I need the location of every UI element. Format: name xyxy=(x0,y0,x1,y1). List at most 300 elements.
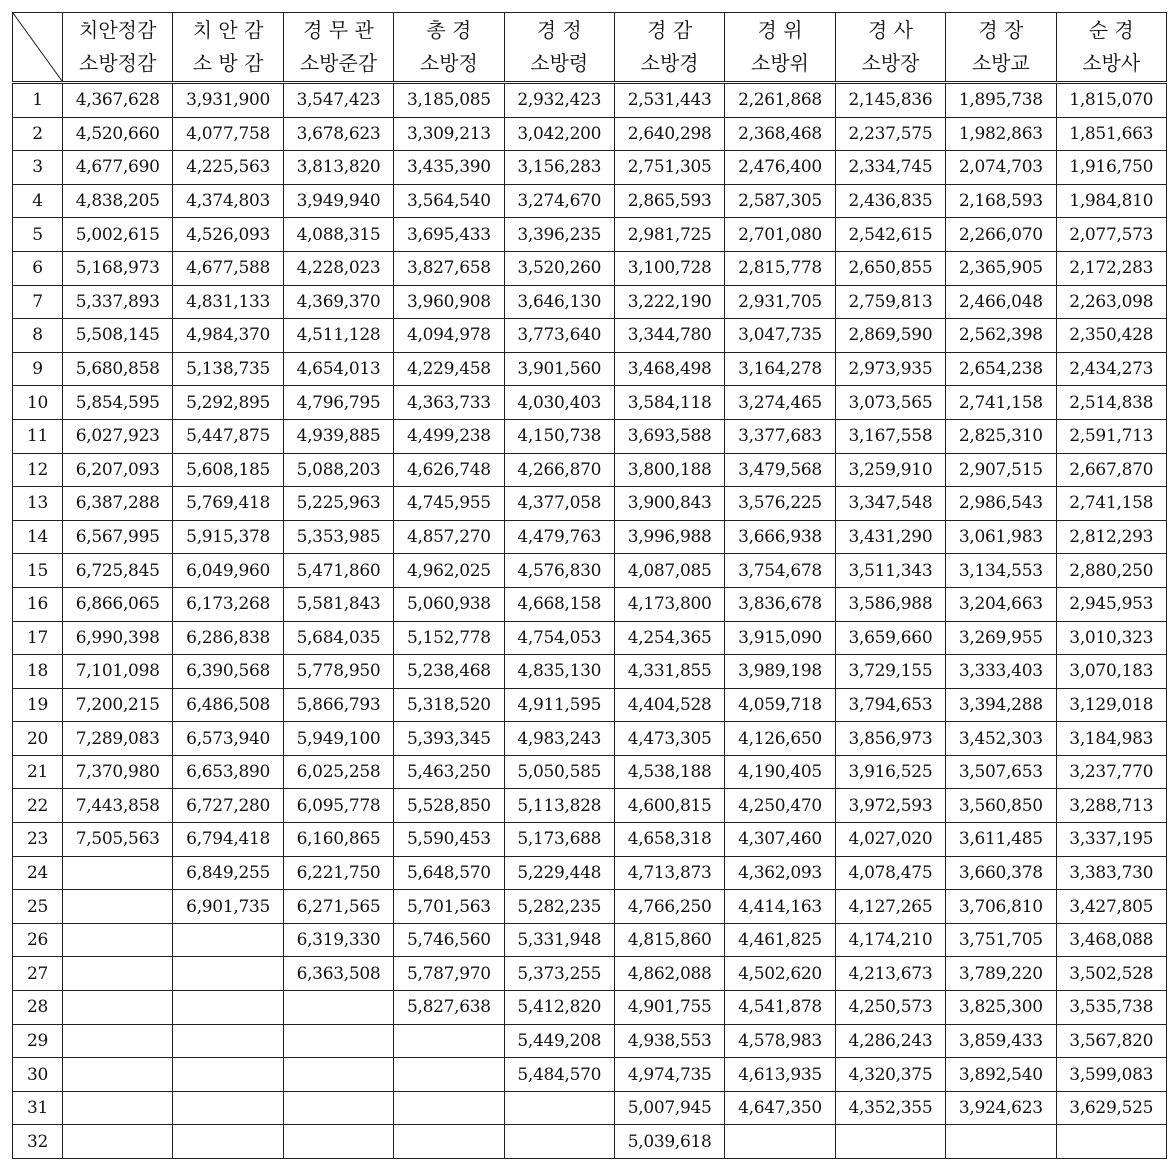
salary-cell: 5,471,860 xyxy=(283,554,393,588)
salary-cell: 4,541,878 xyxy=(725,991,835,1025)
table-row xyxy=(13,856,1167,890)
salary-cell: 3,435,390 xyxy=(394,151,504,185)
salary-cell: 5,680,858 xyxy=(63,352,173,386)
salary-cell: 6,286,838 xyxy=(173,621,283,655)
salary-cell: 4,831,133 xyxy=(173,285,283,319)
salary-cell: 3,996,988 xyxy=(614,520,724,554)
step-cell: 28 xyxy=(13,991,63,1025)
salary-cell: 3,269,955 xyxy=(946,621,1056,655)
salary-cell: 2,368,468 xyxy=(725,117,835,151)
salary-cell: 2,172,283 xyxy=(1056,251,1166,285)
salary-cell xyxy=(835,1125,945,1159)
salary-cell: 4,613,935 xyxy=(725,1058,835,1092)
grade-title-police: 순 경 xyxy=(1088,18,1134,42)
salary-cell: 3,427,805 xyxy=(1056,890,1166,924)
salary-cell xyxy=(63,1125,173,1159)
salary-cell: 5,608,185 xyxy=(173,453,283,487)
grade-title-fire: 소방장 xyxy=(861,51,920,75)
salary-cell: 3,960,908 xyxy=(394,285,504,319)
salary-cell: 4,369,370 xyxy=(283,285,393,319)
salary-cell: 2,701,080 xyxy=(725,218,835,252)
salary-cell: 4,250,573 xyxy=(835,991,945,1025)
salary-cell: 3,156,283 xyxy=(504,151,614,185)
step-cell: 27 xyxy=(13,957,63,991)
grade-header xyxy=(283,13,393,83)
grade-title-fire: 소방교 xyxy=(971,51,1030,75)
salary-cell: 5,463,250 xyxy=(394,755,504,789)
table-row xyxy=(13,1091,1167,1125)
salary-cell: 3,383,730 xyxy=(1056,856,1166,890)
header-row xyxy=(13,13,1167,83)
salary-cell: 3,706,810 xyxy=(946,890,1056,924)
salary-cell: 3,274,670 xyxy=(504,184,614,218)
salary-cell: 2,825,310 xyxy=(946,419,1056,453)
salary-cell: 5,484,570 xyxy=(504,1058,614,1092)
salary-cell: 6,390,568 xyxy=(173,655,283,689)
step-cell: 32 xyxy=(13,1125,63,1159)
salary-cell: 2,514,838 xyxy=(1056,386,1166,420)
salary-cell: 3,856,973 xyxy=(835,722,945,756)
grade-title-fire: 소방정감 xyxy=(79,51,157,75)
salary-cell: 4,027,020 xyxy=(835,823,945,857)
salary-cell: 3,813,820 xyxy=(283,151,393,185)
table-row xyxy=(13,823,1167,857)
salary-cell: 5,528,850 xyxy=(394,789,504,823)
step-cell: 10 xyxy=(13,386,63,420)
grade-header xyxy=(946,13,1056,83)
salary-cell: 4,174,210 xyxy=(835,923,945,957)
salary-cell: 4,538,188 xyxy=(614,755,724,789)
salary-cell: 5,447,875 xyxy=(173,419,283,453)
salary-cell: 3,836,678 xyxy=(725,587,835,621)
salary-cell: 4,250,470 xyxy=(725,789,835,823)
salary-cell xyxy=(725,1125,835,1159)
grade-title-police: 경 무 관 xyxy=(303,18,374,42)
salary-cell: 2,932,423 xyxy=(504,83,614,118)
salary-cell: 3,047,735 xyxy=(725,319,835,353)
salary-cell: 4,254,365 xyxy=(614,621,724,655)
salary-cell: 3,567,820 xyxy=(1056,1024,1166,1058)
salary-cell: 4,962,025 xyxy=(394,554,504,588)
salary-cell: 2,591,713 xyxy=(1056,419,1166,453)
table-row xyxy=(13,890,1167,924)
salary-cell: 5,229,448 xyxy=(504,856,614,890)
salary-cell: 7,289,083 xyxy=(63,722,173,756)
salary-cell: 3,754,678 xyxy=(725,554,835,588)
salary-cell: 2,587,305 xyxy=(725,184,835,218)
salary-cell: 1,984,810 xyxy=(1056,184,1166,218)
salary-cell: 2,077,573 xyxy=(1056,218,1166,252)
salary-cell xyxy=(63,1091,173,1125)
salary-cell xyxy=(173,1024,283,1058)
salary-cell: 3,794,653 xyxy=(835,688,945,722)
salary-cell: 4,094,978 xyxy=(394,319,504,353)
salary-cell: 4,658,318 xyxy=(614,823,724,857)
salary-cell: 1,895,738 xyxy=(946,83,1056,118)
salary-cell: 5,060,938 xyxy=(394,587,504,621)
salary-cell: 3,901,560 xyxy=(504,352,614,386)
salary-cell: 3,789,220 xyxy=(946,957,1056,991)
step-cell: 20 xyxy=(13,722,63,756)
salary-cell: 4,088,315 xyxy=(283,218,393,252)
salary-cell: 5,508,145 xyxy=(63,319,173,353)
salary-cell: 4,363,733 xyxy=(394,386,504,420)
salary-cell xyxy=(173,1058,283,1092)
grade-title-fire: 소방위 xyxy=(751,51,810,75)
step-cell: 29 xyxy=(13,1024,63,1058)
salary-cell: 5,769,418 xyxy=(173,487,283,521)
salary-cell: 4,126,650 xyxy=(725,722,835,756)
salary-cell: 3,396,235 xyxy=(504,218,614,252)
salary-cell: 6,653,890 xyxy=(173,755,283,789)
salary-cell: 4,377,058 xyxy=(504,487,614,521)
salary-cell: 6,363,508 xyxy=(283,957,393,991)
salary-cell: 6,173,268 xyxy=(173,587,283,621)
table-row xyxy=(13,117,1167,151)
salary-cell: 3,479,568 xyxy=(725,453,835,487)
table-row xyxy=(13,957,1167,991)
salary-cell: 3,693,588 xyxy=(614,419,724,453)
salary-cell: 2,263,098 xyxy=(1056,285,1166,319)
salary-cell: 4,173,800 xyxy=(614,587,724,621)
table-row xyxy=(13,419,1167,453)
salary-cell: 3,576,225 xyxy=(725,487,835,521)
salary-cell: 5,002,615 xyxy=(63,218,173,252)
salary-cell: 4,228,023 xyxy=(283,251,393,285)
salary-cell xyxy=(63,856,173,890)
salary-cell: 4,414,163 xyxy=(725,890,835,924)
salary-cell xyxy=(63,923,173,957)
salary-cell: 3,827,658 xyxy=(394,251,504,285)
salary-cell: 4,983,243 xyxy=(504,722,614,756)
salary-cell: 4,479,763 xyxy=(504,520,614,554)
salary-cell: 2,237,575 xyxy=(835,117,945,151)
table-row xyxy=(13,151,1167,185)
salary-cell: 4,266,870 xyxy=(504,453,614,487)
salary-cell: 4,190,405 xyxy=(725,755,835,789)
salary-cell: 4,754,053 xyxy=(504,621,614,655)
salary-cell: 4,576,830 xyxy=(504,554,614,588)
salary-cell: 2,266,070 xyxy=(946,218,1056,252)
salary-cell: 4,713,873 xyxy=(614,856,724,890)
salary-cell: 3,468,088 xyxy=(1056,923,1166,957)
table-header xyxy=(13,13,1167,83)
salary-cell: 5,854,595 xyxy=(63,386,173,420)
table-body xyxy=(13,83,1167,1159)
salary-cell: 6,725,845 xyxy=(63,554,173,588)
salary-cell: 5,007,945 xyxy=(614,1091,724,1125)
salary-cell: 1,982,863 xyxy=(946,117,1056,151)
salary-cell: 5,225,963 xyxy=(283,487,393,521)
salary-cell: 3,659,660 xyxy=(835,621,945,655)
salary-cell: 2,145,836 xyxy=(835,83,945,118)
salary-cell: 3,010,323 xyxy=(1056,621,1166,655)
table-row xyxy=(13,789,1167,823)
salary-cell xyxy=(173,957,283,991)
grade-title-fire: 소 방 감 xyxy=(192,51,264,75)
salary-cell: 2,667,870 xyxy=(1056,453,1166,487)
salary-cell: 4,502,620 xyxy=(725,957,835,991)
salary-cell: 2,907,515 xyxy=(946,453,1056,487)
salary-cell: 4,511,128 xyxy=(283,319,393,353)
table-row xyxy=(13,386,1167,420)
salary-cell: 7,443,858 xyxy=(63,789,173,823)
salary-cell: 6,207,093 xyxy=(63,453,173,487)
table-row xyxy=(13,755,1167,789)
salary-cell: 3,915,090 xyxy=(725,621,835,655)
salary-cell: 4,286,243 xyxy=(835,1024,945,1058)
grade-title-fire: 소방준감 xyxy=(299,51,378,75)
salary-cell: 3,070,183 xyxy=(1056,655,1166,689)
table-row xyxy=(13,83,1167,118)
table-row xyxy=(13,923,1167,957)
salary-cell: 3,892,540 xyxy=(946,1058,1056,1092)
salary-cell: 4,320,375 xyxy=(835,1058,945,1092)
salary-cell: 5,373,255 xyxy=(504,957,614,991)
salary-cell: 4,526,093 xyxy=(173,218,283,252)
salary-cell: 5,684,035 xyxy=(283,621,393,655)
salary-cell: 3,309,213 xyxy=(394,117,504,151)
salary-cell: 4,626,748 xyxy=(394,453,504,487)
salary-cell: 4,473,305 xyxy=(614,722,724,756)
grade-header xyxy=(835,13,945,83)
salary-cell: 5,331,948 xyxy=(504,923,614,957)
salary-cell: 4,059,718 xyxy=(725,688,835,722)
salary-cell: 7,505,563 xyxy=(63,823,173,857)
diagonal-line xyxy=(13,13,62,81)
step-cell: 6 xyxy=(13,251,63,285)
step-cell: 7 xyxy=(13,285,63,319)
grade-header xyxy=(1056,13,1166,83)
salary-cell: 3,073,565 xyxy=(835,386,945,420)
salary-cell: 5,648,570 xyxy=(394,856,504,890)
salary-cell: 4,520,660 xyxy=(63,117,173,151)
salary-cell: 5,039,618 xyxy=(614,1125,724,1159)
grade-title-fire: 소방사 xyxy=(1082,51,1141,75)
salary-cell: 4,367,628 xyxy=(63,83,173,118)
salary-cell: 2,981,725 xyxy=(614,218,724,252)
salary-cell: 1,851,663 xyxy=(1056,117,1166,151)
salary-cell: 3,222,190 xyxy=(614,285,724,319)
salary-cell: 3,204,663 xyxy=(946,587,1056,621)
step-cell: 19 xyxy=(13,688,63,722)
salary-cell: 3,729,155 xyxy=(835,655,945,689)
salary-cell: 3,134,553 xyxy=(946,554,1056,588)
salary-cell: 5,292,895 xyxy=(173,386,283,420)
salary-cell xyxy=(173,991,283,1025)
salary-cell: 2,973,935 xyxy=(835,352,945,386)
grade-title-fire: 소방정 xyxy=(419,51,478,75)
salary-cell: 5,949,100 xyxy=(283,722,393,756)
salary-cell: 4,225,563 xyxy=(173,151,283,185)
salary-cell: 3,394,288 xyxy=(946,688,1056,722)
salary-cell: 4,030,403 xyxy=(504,386,614,420)
salary-cell: 6,049,960 xyxy=(173,554,283,588)
salary-cell: 3,535,738 xyxy=(1056,991,1166,1025)
salary-cell: 5,173,688 xyxy=(504,823,614,857)
step-cell: 14 xyxy=(13,520,63,554)
salary-cell: 2,986,543 xyxy=(946,487,1056,521)
salary-cell: 2,741,158 xyxy=(946,386,1056,420)
salary-cell: 4,150,738 xyxy=(504,419,614,453)
salary-cell: 3,800,188 xyxy=(614,453,724,487)
salary-cell: 3,185,085 xyxy=(394,83,504,118)
salary-cell: 2,741,158 xyxy=(1056,487,1166,521)
salary-cell: 3,859,433 xyxy=(946,1024,1056,1058)
table-row xyxy=(13,1058,1167,1092)
salary-cell xyxy=(946,1125,1056,1159)
salary-cell: 3,547,423 xyxy=(283,83,393,118)
salary-cell: 3,751,705 xyxy=(946,923,1056,957)
step-cell: 5 xyxy=(13,218,63,252)
salary-cell: 3,344,780 xyxy=(614,319,724,353)
salary-cell: 2,350,428 xyxy=(1056,319,1166,353)
salary-cell: 6,387,288 xyxy=(63,487,173,521)
salary-cell: 2,931,705 xyxy=(725,285,835,319)
salary-cell: 3,586,988 xyxy=(835,587,945,621)
salary-cell: 4,127,265 xyxy=(835,890,945,924)
salary-cell xyxy=(394,1125,504,1159)
salary-cell xyxy=(504,1091,614,1125)
salary-cell: 3,184,983 xyxy=(1056,722,1166,756)
salary-cell: 3,584,118 xyxy=(614,386,724,420)
salary-cell: 4,677,588 xyxy=(173,251,283,285)
grade-title-police: 경 정 xyxy=(536,18,582,42)
table-row xyxy=(13,184,1167,218)
salary-cell: 6,271,565 xyxy=(283,890,393,924)
grade-title-fire: 소방경 xyxy=(640,51,699,75)
salary-cell: 2,865,593 xyxy=(614,184,724,218)
salary-cell: 5,138,735 xyxy=(173,352,283,386)
step-cell: 4 xyxy=(13,184,63,218)
salary-cell xyxy=(283,1125,393,1159)
salary-cell: 3,773,640 xyxy=(504,319,614,353)
salary-cell: 4,677,690 xyxy=(63,151,173,185)
table-row xyxy=(13,722,1167,756)
salary-cell xyxy=(394,1091,504,1125)
salary-cell: 6,025,258 xyxy=(283,755,393,789)
salary-cell: 4,745,955 xyxy=(394,487,504,521)
salary-cell: 3,468,498 xyxy=(614,352,724,386)
salary-cell: 6,160,865 xyxy=(283,823,393,857)
salary-cell: 4,499,238 xyxy=(394,419,504,453)
salary-cell xyxy=(173,1091,283,1125)
step-cell: 22 xyxy=(13,789,63,823)
salary-cell: 4,404,528 xyxy=(614,688,724,722)
salary-cell: 3,678,623 xyxy=(283,117,393,151)
salary-cell: 3,564,540 xyxy=(394,184,504,218)
salary-cell: 6,573,940 xyxy=(173,722,283,756)
salary-cell: 2,812,293 xyxy=(1056,520,1166,554)
grade-title-police: 경 위 xyxy=(757,18,803,42)
table-row xyxy=(13,352,1167,386)
salary-cell: 3,333,403 xyxy=(946,655,1056,689)
salary-cell: 4,857,270 xyxy=(394,520,504,554)
salary-cell: 1,815,070 xyxy=(1056,83,1166,118)
salary-cell: 3,646,130 xyxy=(504,285,614,319)
salary-cell xyxy=(283,1058,393,1092)
salary-cell: 2,261,868 xyxy=(725,83,835,118)
salary-cell: 2,650,855 xyxy=(835,251,945,285)
salary-cell: 3,611,485 xyxy=(946,823,1056,857)
salary-cell: 4,815,860 xyxy=(614,923,724,957)
salary-cell: 3,900,843 xyxy=(614,487,724,521)
step-cell: 2 xyxy=(13,117,63,151)
salary-cell: 3,337,195 xyxy=(1056,823,1166,857)
salary-cell: 3,825,300 xyxy=(946,991,1056,1025)
salary-cell: 6,866,065 xyxy=(63,587,173,621)
salary-cell: 5,701,563 xyxy=(394,890,504,924)
step-cell: 31 xyxy=(13,1091,63,1125)
salary-cell: 3,377,683 xyxy=(725,419,835,453)
table-row xyxy=(13,621,1167,655)
salary-cell: 3,237,770 xyxy=(1056,755,1166,789)
salary-cell: 3,520,260 xyxy=(504,251,614,285)
salary-cell: 6,567,995 xyxy=(63,520,173,554)
salary-cell: 3,288,713 xyxy=(1056,789,1166,823)
salary-cell: 3,629,525 xyxy=(1056,1091,1166,1125)
step-cell: 21 xyxy=(13,755,63,789)
salary-cell: 3,989,198 xyxy=(725,655,835,689)
salary-cell: 4,939,885 xyxy=(283,419,393,453)
salary-cell: 4,668,158 xyxy=(504,587,614,621)
salary-cell: 2,434,273 xyxy=(1056,352,1166,386)
grade-title-police: 경 장 xyxy=(978,18,1024,42)
step-cell: 8 xyxy=(13,319,63,353)
step-cell: 25 xyxy=(13,890,63,924)
table-row xyxy=(13,991,1167,1025)
salary-cell: 4,213,673 xyxy=(835,957,945,991)
salary-cell xyxy=(173,923,283,957)
salary-cell xyxy=(173,1125,283,1159)
grade-header xyxy=(173,13,283,83)
salary-cell: 6,901,735 xyxy=(173,890,283,924)
salary-cell: 2,880,250 xyxy=(1056,554,1166,588)
salary-cell: 5,318,520 xyxy=(394,688,504,722)
salary-cell: 3,507,653 xyxy=(946,755,1056,789)
table-row xyxy=(13,1024,1167,1058)
grade-header xyxy=(725,13,835,83)
salary-cell: 2,531,443 xyxy=(614,83,724,118)
salary-cell: 3,452,303 xyxy=(946,722,1056,756)
salary-cell: 4,352,355 xyxy=(835,1091,945,1125)
salary-cell: 4,974,735 xyxy=(614,1058,724,1092)
salary-cell xyxy=(63,1024,173,1058)
corner-cell xyxy=(13,13,63,83)
grade-title-police: 총 경 xyxy=(426,18,472,42)
salary-cell: 4,838,205 xyxy=(63,184,173,218)
salary-cell: 6,486,508 xyxy=(173,688,283,722)
salary-cell: 6,027,923 xyxy=(63,419,173,453)
grade-title-police: 경 사 xyxy=(867,18,913,42)
salary-cell: 5,353,985 xyxy=(283,520,393,554)
salary-cell: 6,849,255 xyxy=(173,856,283,890)
table-row xyxy=(13,655,1167,689)
salary-cell: 3,931,900 xyxy=(173,83,283,118)
salary-cell: 3,167,558 xyxy=(835,419,945,453)
grade-header xyxy=(614,13,724,83)
grade-header xyxy=(394,13,504,83)
step-cell: 30 xyxy=(13,1058,63,1092)
salary-cell: 5,113,828 xyxy=(504,789,614,823)
salary-cell: 3,660,378 xyxy=(946,856,1056,890)
salary-cell: 5,412,820 xyxy=(504,991,614,1025)
salary-cell: 5,915,378 xyxy=(173,520,283,554)
salary-cell: 4,911,595 xyxy=(504,688,614,722)
salary-cell: 3,061,983 xyxy=(946,520,1056,554)
salary-cell: 2,562,398 xyxy=(946,319,1056,353)
salary-cell: 5,746,560 xyxy=(394,923,504,957)
